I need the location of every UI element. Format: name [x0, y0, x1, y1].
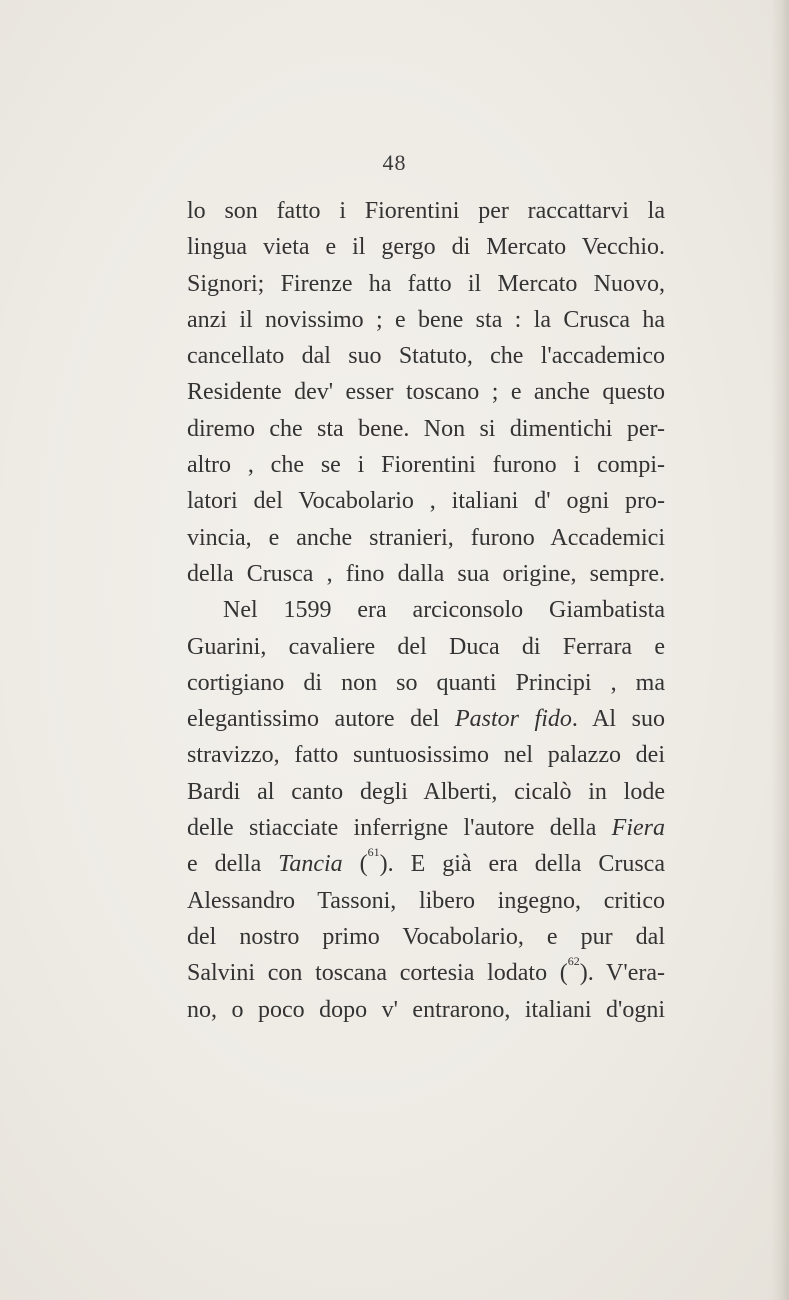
text-line: Bardi al canto degli Alberti, cicalò in lode	[187, 778, 665, 805]
text-span: elegantissimo autore del	[187, 706, 455, 733]
text-line	[187, 701, 665, 737]
text-span: (	[342, 851, 368, 878]
text-span: e della	[187, 851, 279, 878]
text-line: della Crusca , fino dalla sua origine, sempre.	[187, 560, 665, 587]
text-line: lo son fatto i Fiorentini per raccattarvi la	[187, 198, 665, 224]
text-line: Guarini, cavaliere del Duca di Ferrara e	[187, 633, 665, 660]
footnote-ref: 61	[367, 845, 380, 860]
text-line: vincia, e anche stranieri, furono Accademici	[187, 524, 665, 551]
italic-title: Fiera	[611, 815, 665, 842]
text-line: cortigiano di non so quanti Principi , ma	[187, 669, 665, 696]
text-line: cancellato dal suo Statuto, che l'accademico	[187, 343, 665, 370]
text-span: delle stiacciate inferrigne l'autore della	[187, 815, 612, 842]
text-line: del nostro primo Vocabolario, e pur dal	[187, 923, 665, 950]
text-span: Salvini con toscana cortesia lodato (	[187, 960, 568, 987]
text-line: Residente dev' esser toscano ; e anche questo	[187, 379, 665, 406]
text-line: lingua vieta e il gergo di Mercato Vecchio.	[187, 234, 665, 261]
text-span: . Al suo	[571, 706, 665, 733]
italic-title: Tancia	[278, 851, 343, 878]
body-text	[187, 193, 665, 1028]
paragraph-start-line: Nel 1599 era arciconsolo Giambatista	[223, 597, 665, 624]
text-line: stravizzo, fatto suntuosissimo nel palazzo dei	[187, 742, 665, 769]
italic-title: Pastor fido	[454, 706, 572, 733]
page-edge-shadow	[771, 0, 789, 1300]
text-line: anzi il novissimo ; e bene sta : la Crusca ha	[187, 306, 665, 333]
text-line: latori del Vocabolario , italiani d' ogni pro-	[187, 488, 665, 515]
text-span: ). V'era-	[579, 960, 665, 987]
text-line: diremo che sta bene. Non si dimentichi per-	[187, 415, 665, 442]
text-line: Alessandro Tassoni, libero ingegno, critico	[187, 887, 665, 914]
text-span: ). E già era della Crusca	[379, 851, 665, 878]
text-line: altro , che se i Fiorentini furono i compi-	[187, 452, 665, 479]
page-number: 48	[382, 150, 407, 175]
text-line: no, o poco dopo v' entrarono, italiani d'ogni	[187, 996, 665, 1023]
footnote-ref: 62	[567, 954, 580, 969]
text-line	[187, 955, 665, 991]
text-line: Signori; Firenze ha fatto il Mercato Nuovo,	[187, 270, 665, 297]
text-line	[187, 810, 665, 846]
text-line	[187, 846, 665, 882]
